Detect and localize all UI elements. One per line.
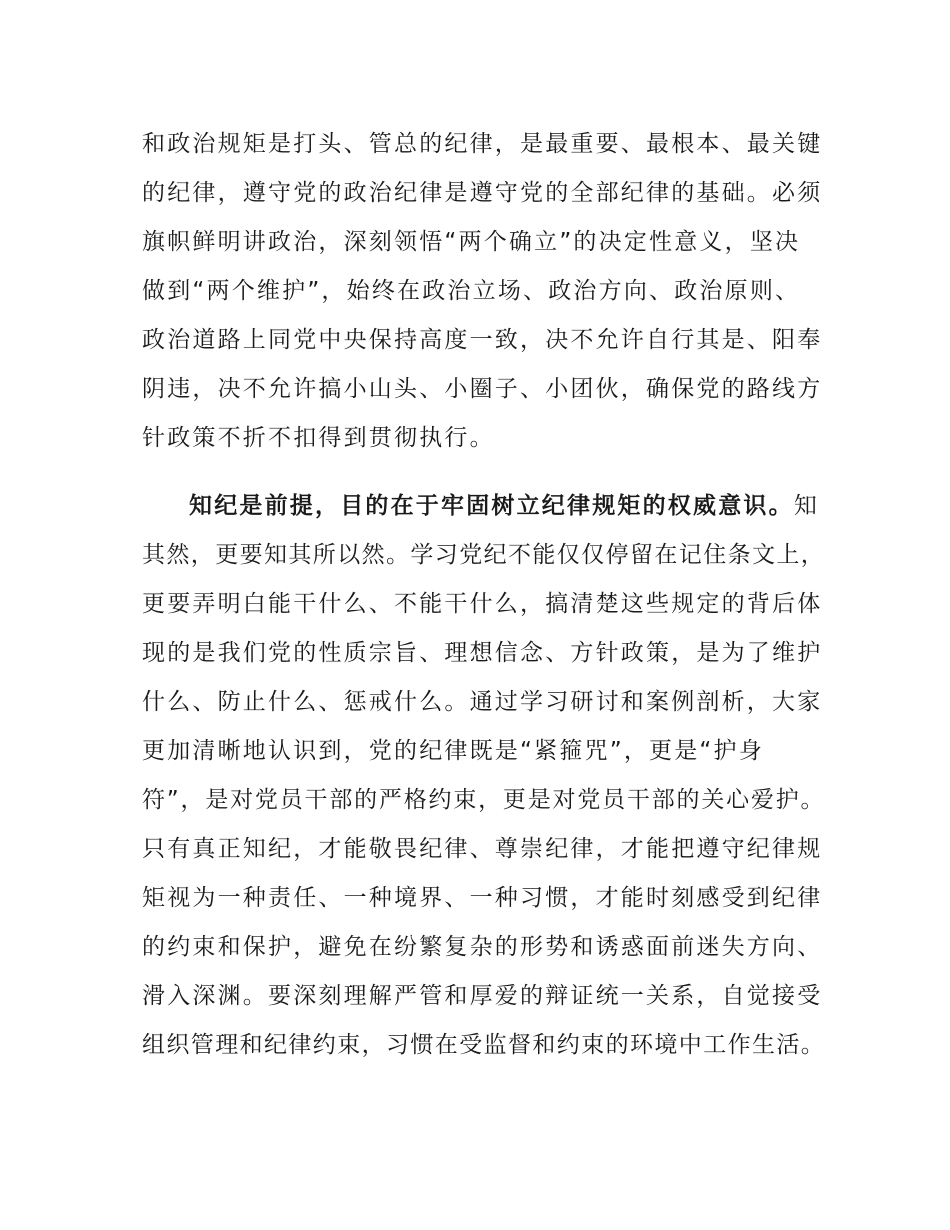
paragraph-lead-sentence: 知纪是前提，目的在于牢固树立纪律规矩的权威意识。	[189, 493, 794, 519]
paragraph-line: 现的是我们党的性质宗旨、理想信念、方针政策，是为了维护	[142, 640, 823, 666]
paragraph-line: 旗帜鲜明讲政治，深刻领悟“两个确立”的决定性意义，坚决	[142, 229, 801, 255]
paragraph-line: 符”，是对党员干部的严格约束，更是对党员干部的关心爱护。	[142, 787, 826, 813]
paragraph-line: 什么、防止什么、惩戒什么。通过学习研讨和案例剖析，大家	[142, 689, 823, 715]
paragraph-line: 的约束和保护，避免在纷繁复杂的形势和诱惑面前迷失方向、	[142, 934, 823, 960]
paragraph-line: 矩视为一种责任、一种境界、一种习惯，才能时刻感受到纪律	[142, 885, 823, 911]
paragraph-line: 滑入深渊。要深刻理解严管和厚爱的辩证统一关系，自觉接受	[142, 983, 823, 1009]
paragraph-first-line-rest: 知	[793, 493, 820, 519]
paragraph-line: 做到“两个维护”，始终在政治立场、政治方向、政治原则、	[142, 278, 801, 304]
paragraph-line: 组织管理和纪律约束，习惯在受监督和约束的环境中工作生活。	[142, 1032, 826, 1058]
paragraph-line: 只有真正知纪，才能敬畏纪律、尊崇纪律，才能把遵守纪律规	[142, 836, 823, 862]
paragraph-first-line	[189, 490, 819, 522]
paragraph-line: 其然，更要知其所以然。学习党纪不能仅仅停留在记住条文上，	[142, 542, 826, 568]
paragraph-line: 更加清晰地认识到，党的纪律既是“紧箍咒”，更是“护身	[142, 738, 764, 764]
paragraph-line: 阴违，决不允许搞小山头、小圈子、小团伙，确保党的路线方	[142, 376, 823, 402]
paragraph-line: 政治道路上同党中央保持高度一致，决不允许自行其是、阳奉	[142, 327, 823, 353]
paragraph-line: 的纪律，遵守党的政治纪律是遵守党的全部纪律的基础。必须	[142, 180, 823, 206]
paragraph-line: 更要弄明白能干什么、不能干什么，搞清楚这些规定的背后体	[142, 591, 823, 617]
paragraph-line: 和政治规矩是打头、管总的纪律，是最重要、最根本、最关键	[142, 131, 823, 157]
paragraph-line: 针政策不折不扣得到贯彻执行。	[142, 425, 495, 451]
